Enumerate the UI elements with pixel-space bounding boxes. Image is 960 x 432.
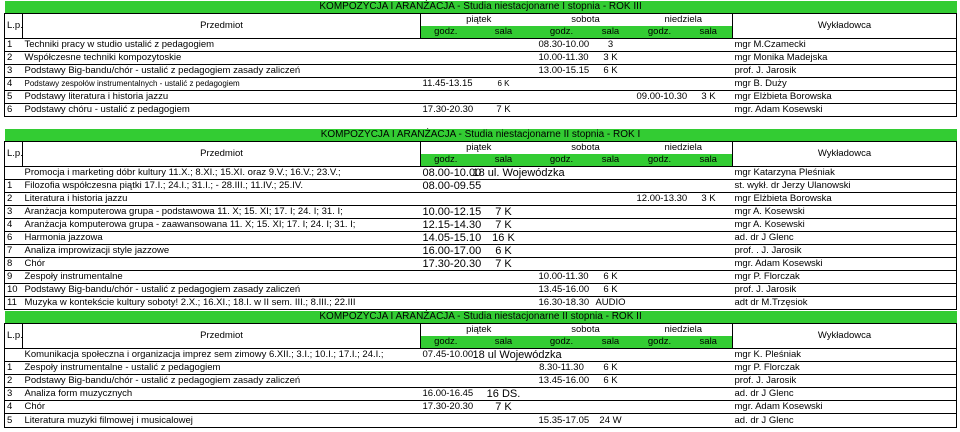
header-sobota: sobota: [537, 324, 635, 337]
header-niedziela-godz: godz.: [635, 336, 685, 349]
row-lp: 1: [5, 39, 23, 52]
row-piatek-godz: [421, 414, 471, 428]
row-piatek-godz: [421, 39, 471, 52]
table-row: [5, 414, 957, 428]
row-lp: 10: [5, 284, 23, 297]
row-lecturer: mgr Elżbieta Borowska: [733, 193, 957, 206]
table-row: [5, 297, 957, 310]
row-subject: Podstawy Big-bandu/chór - ustalić z pedagogiem zasady zaliczeń: [23, 284, 421, 297]
row-lecturer: adt dr M.Trzęsiok: [733, 297, 957, 310]
row-lp: [5, 167, 23, 180]
row-piatek-godz: 14.05-15.10: [422, 231, 482, 244]
row-lecturer: ad. dr J Glenc: [733, 414, 957, 428]
header-przedmiot: Przedmiot: [23, 14, 421, 39]
row-subject: Podstawy literatura i historia jazzu: [23, 91, 421, 104]
row-subject: Podstawy zespołów instrumentalnych - ustalić z pedagogiem: [23, 78, 421, 91]
section-title: KOMPOZYCJA I ARANŻACJA - Studia niestacjonarne II stopnia - ROK I: [5, 129, 957, 142]
table-row: [5, 219, 957, 232]
row-niedziela-sala: [685, 65, 733, 78]
row-sobota-godz: 10.00-11.30: [538, 52, 589, 64]
row-niedziela-godz: [635, 414, 685, 428]
row-niedziela-sala: 3 K: [685, 193, 733, 206]
row-sobota-godz: 8.30-11.30: [537, 362, 587, 375]
row-niedziela-godz: [635, 39, 685, 52]
row-niedziela-godz: [635, 78, 685, 91]
header-przedmiot: Przedmiot: [23, 324, 421, 349]
row-piatek-godz: 17.30-20.30: [422, 401, 474, 413]
row-sobota-sala: [587, 167, 635, 180]
row-sobota-godz: 16.30-18.30: [538, 297, 590, 309]
row-piatek-sala: 7 K: [471, 401, 537, 414]
row-piatek-sala: [471, 91, 537, 104]
table-row: [5, 258, 957, 271]
row-piatek-sala: [471, 52, 537, 65]
section-title-row: [5, 1, 957, 14]
row-niedziela-godz: [635, 104, 685, 117]
row-piatek-godz: [421, 193, 471, 206]
row-sobota-godz: [537, 232, 587, 245]
header-niedziela: niedziela: [635, 14, 733, 27]
section-title-row: [5, 129, 957, 142]
header-sobota: sobota: [537, 142, 635, 155]
row-piatek-sala: 7 K: [471, 219, 537, 232]
row-sobota-sala: [587, 388, 635, 401]
header-piatek-godz: godz.: [421, 154, 471, 167]
row-lp: 11: [5, 297, 23, 310]
row-piatek-sala: [471, 65, 537, 78]
row-lecturer: mgr. Adam Kosewski: [733, 104, 957, 117]
header-wykladowca: Wykładowca: [733, 142, 957, 167]
row-piatek-sala: 6 K: [471, 78, 537, 91]
table-row: [5, 232, 957, 245]
row-sobota-godz: 13.00-15.15: [538, 65, 590, 77]
row-subject: Współczesne techniki kompozytoskie: [23, 52, 421, 65]
row-niedziela-sala: [685, 245, 733, 258]
row-sobota-sala: [587, 193, 635, 206]
row-subject: Chór: [23, 401, 421, 414]
table-row: [5, 271, 957, 284]
row-piatek-godz: [421, 375, 471, 388]
row-lp: 4: [5, 78, 23, 91]
table-row: [5, 375, 957, 388]
header-wykladowca: Wykładowca: [733, 324, 957, 349]
row-subject: Filozofia współczesna piątki 17.I.; 24.I.; 31.I.; - 28.III.; 11.IV.; 25.IV.: [23, 180, 421, 193]
row-niedziela-sala: [685, 52, 733, 65]
row-niedziela-sala: [685, 232, 733, 245]
row-niedziela-godz: [635, 375, 685, 388]
header-row-days: [5, 324, 957, 337]
header-piatek: piątek: [421, 14, 537, 27]
row-sobota-godz: [537, 258, 587, 271]
row-piatek-sala: [471, 362, 537, 375]
header-piatek-godz: godz.: [421, 26, 471, 39]
row-subject: Promocja i marketing dóbr kultury 11.X.; 8.XI.; 15.XI. oraz 9.V.; 16.V.; 23.V.;: [23, 167, 421, 180]
header-piatek: piątek: [421, 324, 537, 337]
row-lp: 6: [5, 104, 23, 117]
row-lp: 5: [5, 414, 23, 428]
row-lecturer: mgr. Adam Kosewski: [733, 258, 957, 271]
header-lp: L.p.: [5, 142, 23, 167]
row-sobota-sala: [587, 258, 635, 271]
table-row: [5, 91, 957, 104]
table-row: [5, 180, 957, 193]
header-piatek-sala: sala: [471, 154, 537, 167]
row-sobota-godz: 15.35-17.05: [538, 414, 590, 426]
row-niedziela-godz: [635, 65, 685, 78]
row-subject: Aranżacja komputerowa grupa - podstawowa 11. X; 15. XI; 17. I; 24. I; 31. I;: [23, 206, 421, 219]
header-niedziela-sala: sala: [685, 336, 733, 349]
row-lecturer: mgr A. Kosewski: [733, 219, 957, 232]
row-niedziela-godz: [635, 206, 685, 219]
row-sobota-godz: 08.30-10.00: [538, 39, 590, 51]
row-lp: 3: [5, 65, 23, 78]
row-sobota-sala: 6 K: [587, 284, 635, 297]
row-niedziela-godz: [635, 401, 685, 414]
row-niedziela-godz: [635, 388, 685, 401]
row-subject: Literatura muzyki filmowej i musicalowej: [23, 414, 421, 428]
row-lp: 3: [5, 206, 23, 219]
row-niedziela-sala: [685, 388, 733, 401]
row-niedziela-sala: [685, 104, 733, 117]
row-niedziela-sala: [685, 206, 733, 219]
row-piatek-sala: 18 ul. Wojewódzka: [472, 166, 565, 179]
row-piatek-sala: 7 K: [471, 206, 537, 219]
row-lp: 2: [5, 52, 23, 65]
table-row: [5, 349, 957, 362]
row-lp: 2: [5, 193, 23, 206]
row-subject: Podstawy Big-bandu/chór - ustalić z pedagogiem zasady zaliczeń: [23, 375, 421, 388]
row-niedziela-godz: [635, 245, 685, 258]
row-sobota-sala: [587, 232, 635, 245]
row-sobota-sala: 6 K: [587, 362, 635, 375]
header-lp: L.p.: [5, 324, 23, 349]
row-niedziela-sala: [685, 258, 733, 271]
row-niedziela-godz: [635, 52, 685, 65]
row-lp: 2: [5, 375, 23, 388]
schedule-table-3: [4, 311, 957, 428]
row-sobota-godz: [537, 206, 587, 219]
row-niedziela-sala: [685, 401, 733, 414]
section-title: KOMPOZYCJA I ARANŻACJA - Studia niestacjonarne II stopnia - ROK II: [5, 311, 957, 324]
row-niedziela-godz: [635, 258, 685, 271]
header-niedziela-godz: godz.: [635, 26, 685, 39]
row-piatek-godz: 08.00-09.55: [422, 179, 482, 192]
row-subject: Muzyka w kontekście kultury soboty! 2.X.; 16.XI.; 18.I. w II sem. III.; 8.III.; 22.III: [23, 297, 421, 310]
row-lecturer: st. wykł. dr Jerzy Ulanowski: [733, 180, 957, 193]
row-piatek-godz: [421, 52, 471, 65]
header-wykladowca: Wykładowca: [733, 14, 957, 39]
row-piatek-godz: 12.15-14.30: [422, 218, 482, 231]
row-piatek-godz: [421, 271, 471, 284]
row-lecturer: mgr K. Pleśniak: [733, 349, 957, 362]
row-lecturer: prof. J. Jarosik: [733, 284, 957, 297]
row-piatek-godz: 17.30-20.30: [422, 104, 474, 116]
header-sobota-godz: godz.: [537, 336, 587, 349]
row-sobota-sala: 3 K: [587, 52, 635, 65]
table-row: [5, 65, 957, 78]
row-sobota-godz: [537, 388, 587, 401]
table-row: [5, 245, 957, 258]
table-row: [5, 52, 957, 65]
row-subject: Aranżacja komputerowa grupa - zaawansowana 11. X; 15. XI; 17. I; 24. I; 31. I;: [23, 219, 421, 232]
row-niedziela-sala: [685, 349, 733, 362]
row-niedziela-godz: [635, 284, 685, 297]
row-lp: [5, 349, 23, 362]
header-niedziela-sala: sala: [685, 154, 733, 167]
row-subject: Analiza improwizacji style jazzowe: [23, 245, 421, 258]
table-row: [5, 401, 957, 414]
row-piatek-godz: [421, 284, 471, 297]
header-sobota-sala: sala: [587, 154, 635, 167]
row-lecturer: mgr B. Duży: [733, 78, 957, 91]
row-niedziela-sala: 3 K: [685, 91, 733, 104]
row-sobota-sala: 6 K: [587, 65, 635, 78]
row-sobota-godz: 13.45-16.00: [538, 375, 590, 387]
row-subject: Zespoły instrumentalne - ustalić z pedagogiem: [23, 362, 421, 375]
header-row-days: [5, 14, 957, 27]
row-lp: 1: [5, 180, 23, 193]
row-sobota-sala: AUDIO: [587, 297, 635, 310]
header-piatek-godz: godz.: [421, 336, 471, 349]
row-piatek-godz: 07.45-10.00: [422, 349, 474, 361]
row-sobota-godz: [537, 78, 587, 91]
row-niedziela-sala: [685, 39, 733, 52]
row-niedziela-godz: [635, 219, 685, 232]
header-niedziela-godz: godz.: [635, 154, 685, 167]
row-sobota-godz: [537, 219, 587, 232]
row-subject: Techniki pracy w studio ustalić z pedagogiem: [23, 39, 421, 52]
row-subject: Harmonia jazzowa: [23, 232, 421, 245]
row-subject: Podstawy chóru - ustalić z pedagogiem: [23, 104, 421, 117]
row-piatek-sala: [471, 193, 537, 206]
header-piatek: piątek: [421, 142, 537, 155]
row-niedziela-godz: [635, 349, 685, 362]
table-row: [5, 362, 957, 375]
row-lecturer: mgr. Adam Kosewski: [733, 401, 957, 414]
row-niedziela-godz: [635, 232, 685, 245]
row-piatek-godz: 16.00-17.00: [422, 244, 482, 257]
schedule-table-2: [4, 129, 957, 310]
row-lp: 4: [5, 219, 23, 232]
row-niedziela-sala: [685, 414, 733, 428]
row-niedziela-godz: [635, 297, 685, 310]
row-niedziela-sala: [685, 78, 733, 91]
schedule-table-1: [4, 1, 957, 117]
section-title-row: [5, 311, 957, 324]
row-lp: 9: [5, 271, 23, 284]
row-lp: 6: [5, 232, 23, 245]
header-lp: L.p.: [5, 14, 23, 39]
row-lp: 5: [5, 91, 23, 104]
row-piatek-sala: 7 K: [471, 258, 537, 271]
row-sobota-sala: [587, 349, 635, 362]
header-sobota-godz: godz.: [537, 26, 587, 39]
header-sobota-sala: sala: [587, 26, 635, 39]
row-piatek-godz: 11.45-13.15: [422, 78, 473, 90]
row-lp: 3: [5, 388, 23, 401]
row-lecturer: ad. dr J Glenc: [733, 388, 957, 401]
row-piatek-sala: 7 K: [471, 104, 537, 117]
row-sobota-godz: [537, 104, 587, 117]
row-subject: Chór: [23, 258, 421, 271]
row-piatek-sala: 6 K: [471, 245, 537, 258]
row-niedziela-godz: [635, 271, 685, 284]
row-piatek-sala: [471, 375, 537, 388]
row-subject: Zespoły instrumentalne: [23, 271, 421, 284]
row-piatek-godz: [421, 65, 471, 78]
row-lecturer: mgr A. Kosewski: [733, 206, 957, 219]
row-subject: Komunikacja społeczna i organizacja imprez sem zimowy 6.XII.; 3.I.; 10.I.; 17.I.; 24.I.;: [23, 349, 421, 362]
row-sobota-godz: [537, 401, 587, 414]
row-sobota-sala: [587, 104, 635, 117]
row-niedziela-godz: [635, 362, 685, 375]
table-row: [5, 78, 957, 91]
header-sobota-godz: godz.: [537, 154, 587, 167]
row-niedziela-sala: [685, 219, 733, 232]
row-sobota-sala: [587, 91, 635, 104]
row-piatek-sala: [471, 414, 537, 428]
row-lp: 7: [5, 245, 23, 258]
row-piatek-godz: 17.30-20.30: [422, 257, 482, 270]
row-sobota-sala: [587, 78, 635, 91]
row-lp: 4: [5, 401, 23, 414]
row-lp: 1: [5, 362, 23, 375]
row-piatek-sala: [471, 39, 537, 52]
row-sobota-sala: [587, 180, 635, 193]
row-sobota-godz: [537, 245, 587, 258]
row-piatek-godz: [421, 91, 471, 104]
row-piatek-sala: 16 K: [471, 232, 537, 245]
row-subject: Podstawy Big-bandu/chór - ustalić z pedagogiem zasady zaliczeń: [23, 65, 421, 78]
row-piatek-godz: 08.00-10.00: [422, 166, 482, 179]
table-row: [5, 388, 957, 401]
row-sobota-sala: [587, 245, 635, 258]
row-sobota-sala: 3: [587, 39, 635, 52]
row-sobota-sala: 24 W: [587, 414, 635, 428]
row-niedziela-sala: [685, 375, 733, 388]
row-lecturer: mgr Monika Madejska: [733, 52, 957, 65]
table-row: [5, 284, 957, 297]
header-piatek-sala: sala: [471, 26, 537, 39]
row-lecturer: mgr P. Florczak: [733, 271, 957, 284]
row-piatek-sala: 16 DS.: [471, 388, 537, 401]
row-lecturer: ad. dr J Glenc: [733, 232, 957, 245]
row-lecturer: mgr Katarzyna Pleśniak: [733, 167, 957, 180]
row-sobota-sala: [587, 206, 635, 219]
row-sobota-godz: 13.45-16.00: [538, 284, 590, 296]
row-piatek-godz: [421, 297, 471, 310]
row-sobota-godz: 10.00-11.30: [538, 271, 589, 283]
row-lecturer: prof. . J. Jarosik: [733, 245, 957, 258]
header-niedziela-sala: sala: [685, 26, 733, 39]
row-niedziela-sala: [685, 271, 733, 284]
row-piatek-sala: [471, 297, 537, 310]
row-lecturer: mgr Elżbieta Borowska: [733, 91, 957, 104]
row-lecturer: mgr M.Czamecki: [733, 39, 957, 52]
row-niedziela-sala: [685, 284, 733, 297]
row-piatek-sala: [471, 271, 537, 284]
row-piatek-godz: 16.00-16.45: [422, 388, 474, 400]
row-niedziela-godz: [635, 167, 685, 180]
row-lp: 8: [5, 258, 23, 271]
row-subject: Literatura i historia jazzu: [23, 193, 421, 206]
row-subject: Analiza form muzycznych: [23, 388, 421, 401]
header-piatek-sala: sala: [471, 336, 537, 349]
row-lecturer: prof. J. Jarosik: [733, 65, 957, 78]
row-lecturer: prof. J. Jarosik: [733, 375, 957, 388]
table-row: [5, 206, 957, 219]
row-sobota-godz: [537, 180, 587, 193]
table-row: [5, 193, 957, 206]
header-row-days: [5, 142, 957, 155]
row-niedziela-godz: 09.00-10.30: [636, 91, 688, 103]
header-sobota-sala: sala: [587, 336, 635, 349]
table-row: [5, 104, 957, 117]
row-sobota-godz: [537, 193, 587, 206]
row-niedziela-sala: [685, 362, 733, 375]
row-niedziela-godz: [635, 180, 685, 193]
row-piatek-godz: 10.00-12.15: [422, 205, 482, 218]
row-piatek-sala: 18 ul Wojewódzka: [472, 348, 562, 361]
row-lecturer: mgr P. Florczak: [733, 362, 957, 375]
section-title: KOMPOZYCJA I ARANŻACJA - Studia niestacjonarne I stopnia - ROK III: [5, 1, 957, 14]
table-row: [5, 167, 957, 180]
row-sobota-godz: [537, 91, 587, 104]
header-sobota: sobota: [537, 14, 635, 27]
row-sobota-sala: 6 K: [587, 375, 635, 388]
row-niedziela-sala: [685, 297, 733, 310]
header-przedmiot: Przedmiot: [23, 142, 421, 167]
row-niedziela-sala: [685, 167, 733, 180]
row-piatek-sala: [471, 284, 537, 297]
header-niedziela: niedziela: [635, 142, 733, 155]
table-row: [5, 39, 957, 52]
row-sobota-sala: [587, 401, 635, 414]
row-sobota-sala: 6 K: [587, 271, 635, 284]
row-niedziela-sala: [685, 180, 733, 193]
row-piatek-godz: [421, 362, 471, 375]
row-sobota-sala: [587, 219, 635, 232]
row-niedziela-godz: 12.00-13.30: [636, 193, 688, 205]
header-niedziela: niedziela: [635, 324, 733, 337]
